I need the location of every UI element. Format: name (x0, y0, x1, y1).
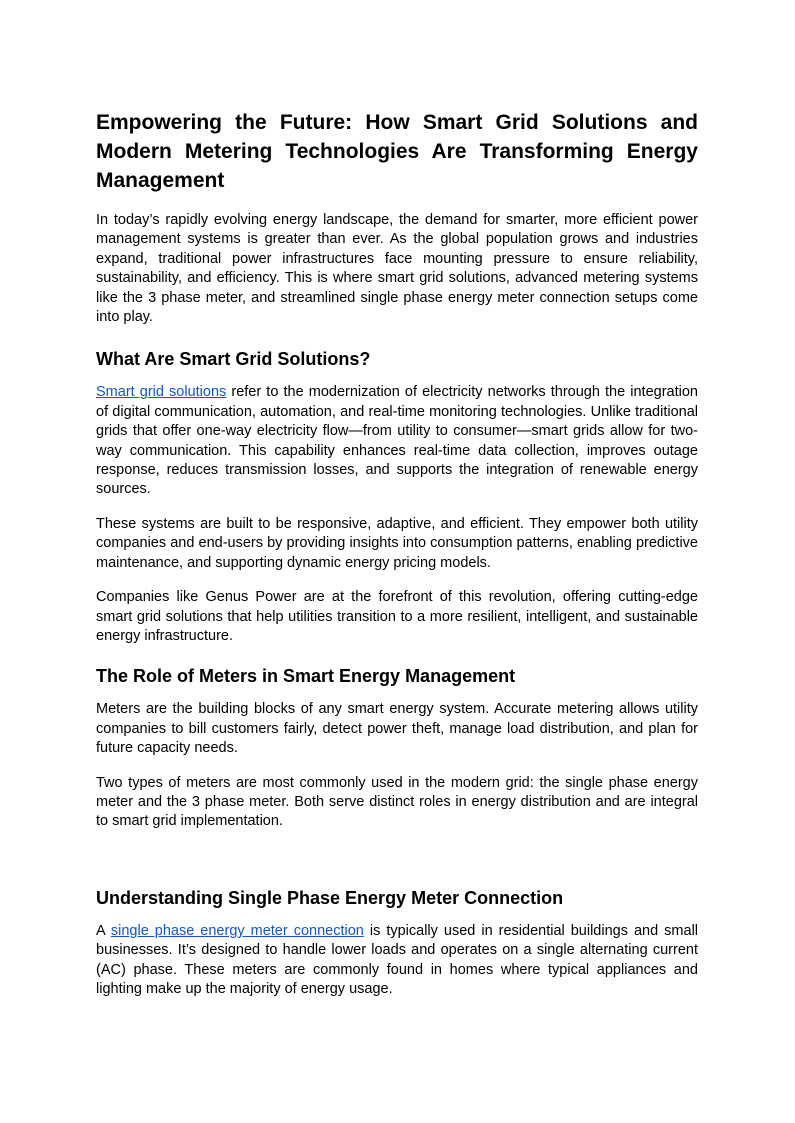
single-phase-connection-link[interactable]: single phase energy meter connection (110, 922, 364, 939)
single-phase-paragraph-1-text: is typically used in residential buildings and small businesses. It’s designed to handle lower loads and operates on a single alternating current (AC) phase. These meters are commonly found in homes where typical appliances and lighting make up the majority of energy usage. (96, 922, 699, 997)
single-phase-paragraph-1 (96, 922, 698, 1000)
single-phase-paragraph-1-prefix: A (96, 922, 111, 939)
meters-role-paragraph-2: Two types of meters are most commonly used in the modern grid: the single phase energy meter and the 3 phase meter. Both serve distinct roles in energy distribution and are integral to smart grid implementation. (96, 774, 698, 830)
smart-grid-solutions-link[interactable]: Smart grid solutions (96, 384, 227, 401)
smart-grid-paragraph-3: Companies like Genus Power are at the forefront of this revolution, offering cutting-edge smart grid solutions that help utilities transition to a more resilient, intelligent, and sustainable energy infrastructure. (96, 589, 698, 644)
smart-grid-paragraph-1 (96, 383, 698, 499)
document-page (96, 108, 698, 1014)
document-title: Empowering the Future: How Smart Grid Solutions and Modern Metering Technologies Are Transforming Energy Management (96, 111, 698, 192)
intro-paragraph: In today’s rapidly evolving energy landscape, the demand for smarter, more efficient power management systems is greater than ever. As the global population grows and industries expand, traditional power infrastructures face mounting pressure to ensure reliability, sustainability, and efficiency. This is where smart grid solutions, advanced metering systems like the 3 phase meter, and streamlined single phase energy meter connection setups come into play. (96, 212, 698, 326)
section-heading-meters-role: The Role of Meters in Smart Energy Management (96, 666, 516, 687)
smart-grid-paragraph-2: These systems are built to be responsive, adaptive, and efficient. They empower both utility companies and end-users by providing insights into consumption patterns, enabling predictive maintenance, and supporting dynamic energy pricing models. (96, 515, 698, 571)
section-heading-smart-grid: What Are Smart Grid Solutions? (96, 349, 371, 370)
section-heading-single-phase: Understanding Single Phase Energy Meter Connection (96, 887, 564, 908)
meters-role-paragraph-1: Meters are the building blocks of any smart energy system. Accurate metering allows utility companies to bill customers fairly, detect power theft, manage load distribution, and plan for future capacity needs. (96, 701, 698, 757)
smart-grid-paragraph-1-text: refer to the modernization of electricity networks through the integration of digital communication, automation, and real-time monitoring technologies. Unlike traditional grids that offer one-way electricity flow—from utility to consumer—smart grids allow for two-way communication. This capability enhances real-time data collection, improves outage response, reduces transmission losses, and supports the integration of renewable energy sources. (96, 384, 698, 498)
